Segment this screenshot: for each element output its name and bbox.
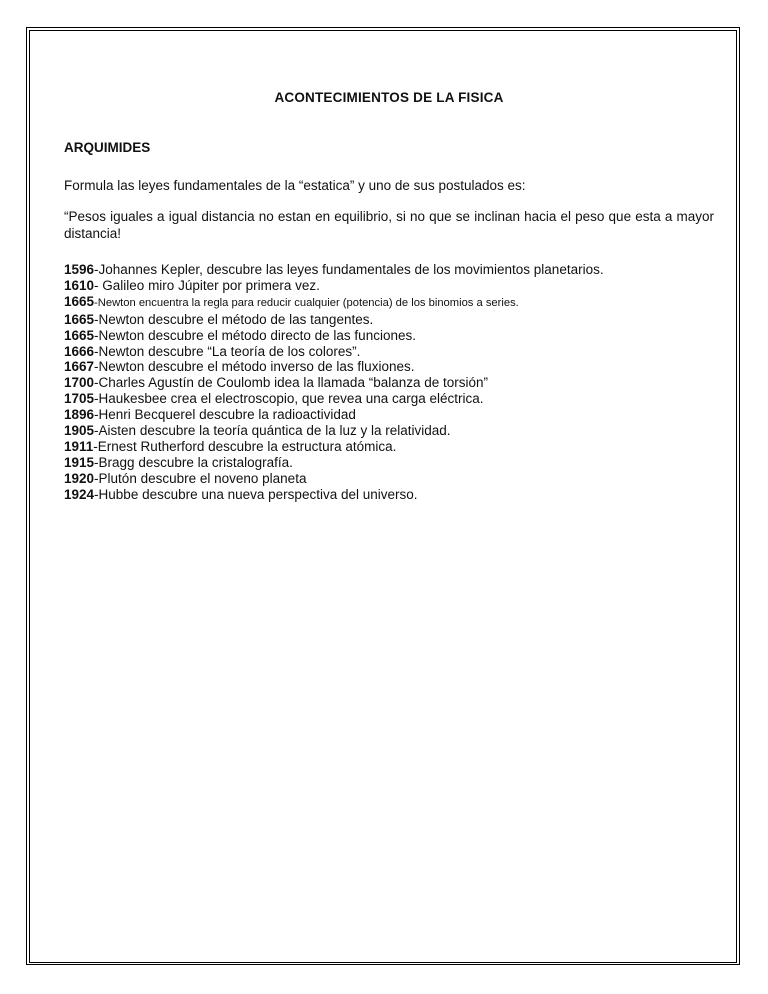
event-item [64,328,724,344]
event-description: -Hubbe descubre una nueva perspectiva del universo. [94,486,418,502]
event-description: -Charles Agustín de Coulomb idea la llamada “balanza de torsión” [94,375,489,391]
event-item [64,312,724,328]
event-description: -Newton descubre el método inverso de las fluxiones. [94,359,415,375]
event-year: 1667 [64,359,95,375]
event-year: 1666 [64,343,95,359]
quote-paragraph: “Pesos iguales a igual distancia no estan en equilibrio, si no que se inclinan hacia el peso que esta a mayor distancia! [64,209,714,241]
document-body [64,88,714,502]
event-item [64,455,724,471]
event-description: -Newton encuentra la regla para reducir cualquier (potencia) de los binomios a series. [94,296,519,309]
event-item [64,487,724,503]
event-description: -Plutón descubre el noveno planeta [94,470,307,486]
events-list [64,262,724,503]
event-description: -Bragg descubre la cristalografía. [94,454,293,470]
event-year: 1596 [64,262,95,277]
event-year: 1920 [64,470,95,486]
event-year: 1896 [64,407,95,423]
section-heading: ARQUIMIDES [64,140,151,155]
intro-paragraph: Formula las leyes fundamentales de la “estatica” y uno de sus postulados es: [64,178,526,193]
event-item [64,391,724,407]
event-description: -Newton descubre “La teoría de los colores”. [94,343,361,359]
event-description: -Johannes Kepler, descubre las leyes fundamentales de los movimientos planetarios. [94,262,604,277]
event-description: -Ernest Rutherford descubre la estructura atómica. [93,438,397,454]
event-year: 1905 [64,423,95,439]
event-year: 1610 [64,277,95,293]
event-description: -Newton descubre el método de las tangentes. [94,311,374,327]
document-title: ACONTECIMIENTOS DE LA FISICA [274,90,504,105]
event-year: 1915 [64,454,95,470]
event-item [64,375,724,391]
event-item [64,294,724,312]
event-year: 1665 [64,327,95,343]
event-description: -Aisten descubre la teoría quántica de la luz y la relatividad. [94,423,451,439]
event-year: 1911 [64,438,94,454]
event-item [64,407,724,423]
event-description: -Newton descubre el método directo de las funciones. [94,327,416,343]
event-item [64,439,724,455]
event-year: 1705 [64,391,95,407]
event-item [64,423,724,439]
event-item [64,359,724,375]
event-description: -Haukesbee crea el electroscopio, que revea una carga eléctrica. [94,391,484,407]
event-item [64,262,724,278]
event-description: - Galileo miro Júpiter por primera vez. [94,277,320,293]
event-year: 1924 [64,486,95,502]
event-year: 1665 [64,311,95,327]
event-year: 1665 [64,293,95,309]
event-item [64,471,724,487]
event-description: -Henri Becquerel descubre la radioactividad [94,407,356,423]
event-item [64,278,724,294]
event-item [64,344,724,360]
event-year: 1700 [64,375,95,391]
